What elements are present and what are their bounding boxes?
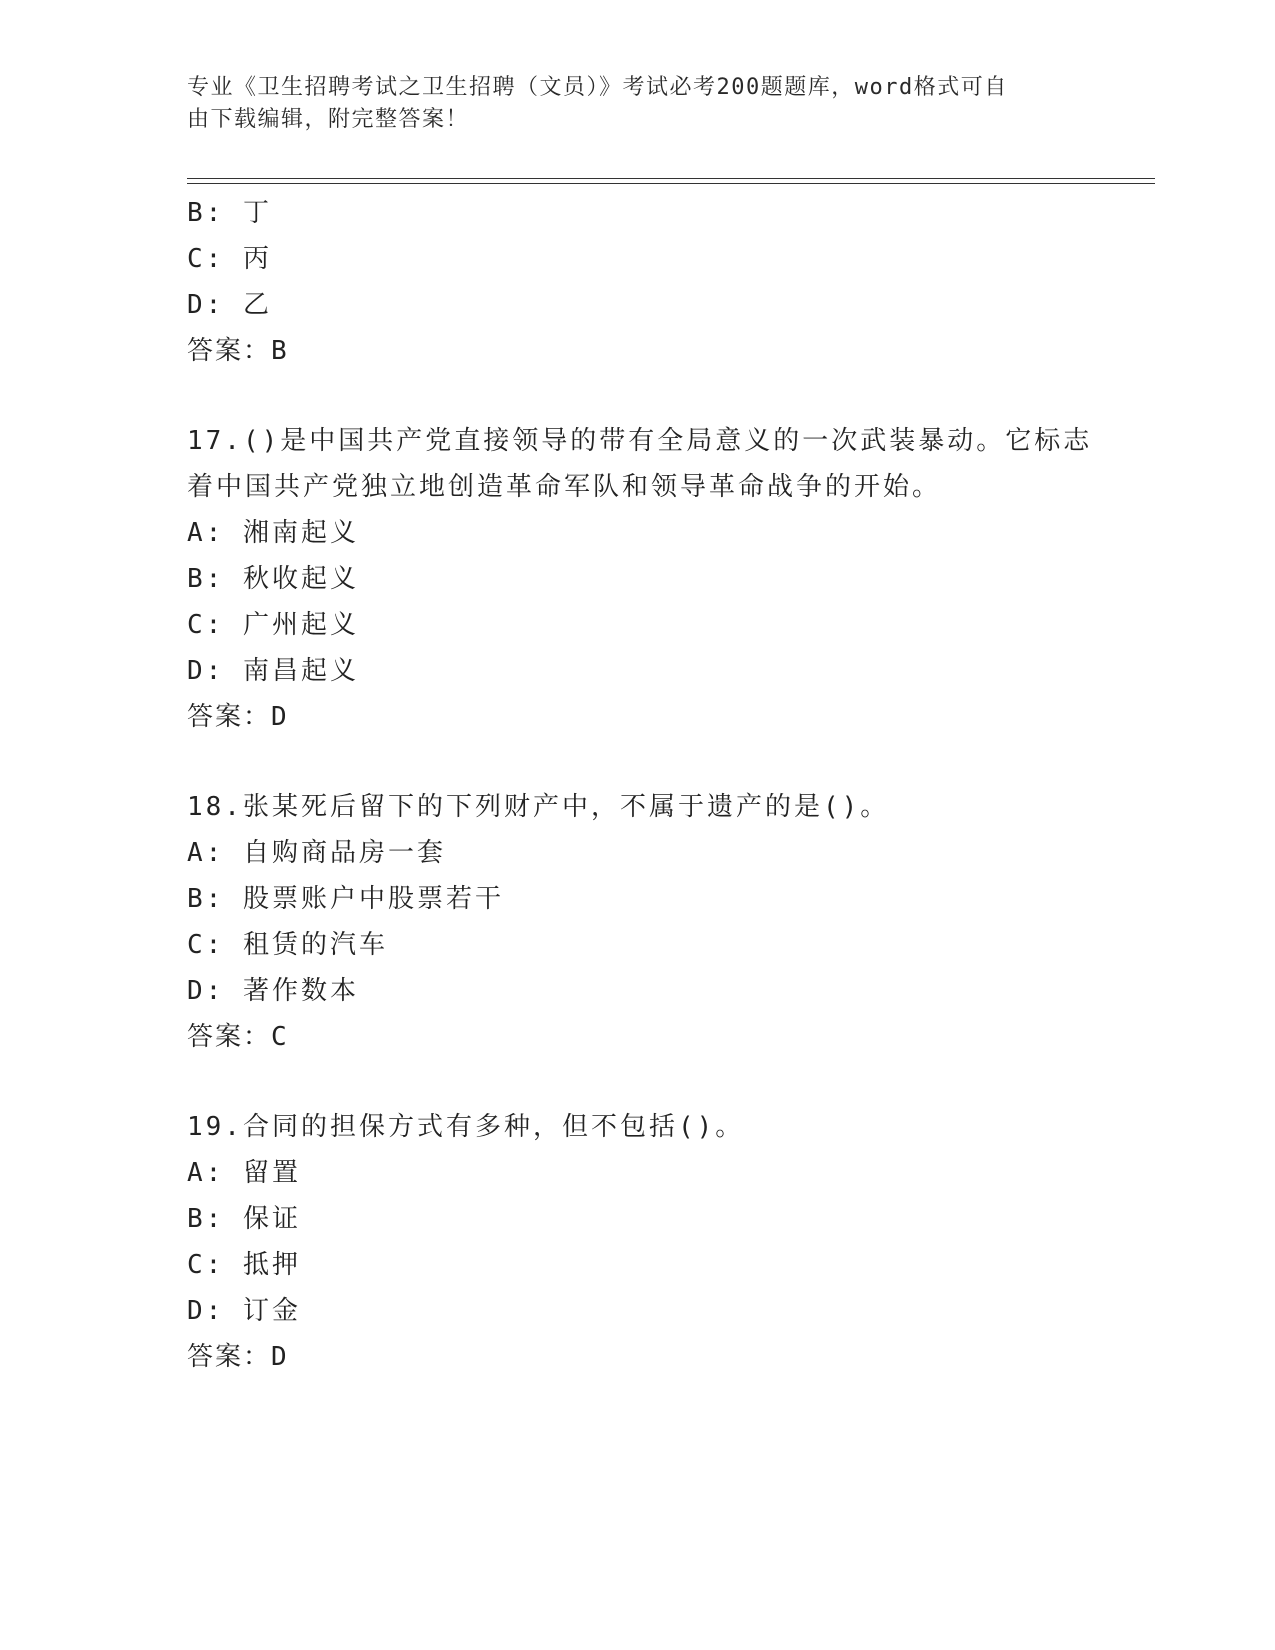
answer-line: 答案：B — [187, 336, 289, 366]
spacer — [187, 1060, 1087, 1104]
question-17 — [187, 418, 1093, 740]
option-a: A: 自购商品房一套 — [187, 838, 446, 868]
header-divider-bottom — [187, 183, 1155, 184]
option-b: B: 秋收起义 — [187, 564, 359, 594]
answer-line: 答案：D — [187, 702, 289, 732]
header-divider-top — [187, 178, 1155, 179]
option-a: A: 留置 — [187, 1158, 301, 1188]
option-c: C: 广州起义 — [187, 610, 359, 640]
option-b: B: 保证 — [187, 1204, 301, 1234]
option-d: D: 著作数本 — [187, 976, 359, 1006]
option-c: C: 抵押 — [187, 1250, 301, 1280]
answer-line: 答案：C — [187, 1022, 289, 1052]
option-d: D: 订金 — [187, 1296, 301, 1326]
answer-line: 答案：D — [187, 1342, 289, 1372]
question-19 — [187, 1104, 1087, 1380]
option-b: B: 股票账户中股票若干 — [187, 884, 504, 914]
header-line-2: 由下载编辑，附完整答案！ — [187, 107, 470, 132]
option-b: B: 丁 — [187, 198, 272, 228]
question-16-continued — [187, 190, 1087, 374]
spacer — [187, 740, 1087, 784]
spacer — [187, 374, 1087, 418]
option-c: C: 租赁的汽车 — [187, 930, 388, 960]
question-18 — [187, 784, 1087, 1060]
option-c: C: 丙 — [187, 244, 272, 274]
question-text-line-1: 17.()是中国共产党直接领导的带有全局意义的一次武装暴动。它标志 — [187, 426, 1093, 456]
option-d: D: 南昌起义 — [187, 656, 359, 686]
question-text-line-1: 19.合同的担保方式有多种，但不包括()。 — [187, 1112, 745, 1142]
option-d: D: 乙 — [187, 290, 272, 320]
document-header — [187, 72, 1067, 136]
option-a: A: 湘南起义 — [187, 518, 359, 548]
question-text-line-2: 着中国共产党独立地创造革命军队和领导革命战争的开始。 — [187, 472, 942, 502]
header-line-1: 专业《卫生招聘考试之卫生招聘（文员）》考试必考200题题库，word格式可自 — [187, 75, 1008, 100]
question-list — [187, 190, 1093, 1380]
question-text-line-1: 18.张某死后留下的下列财产中，不属于遗产的是()。 — [187, 792, 890, 822]
